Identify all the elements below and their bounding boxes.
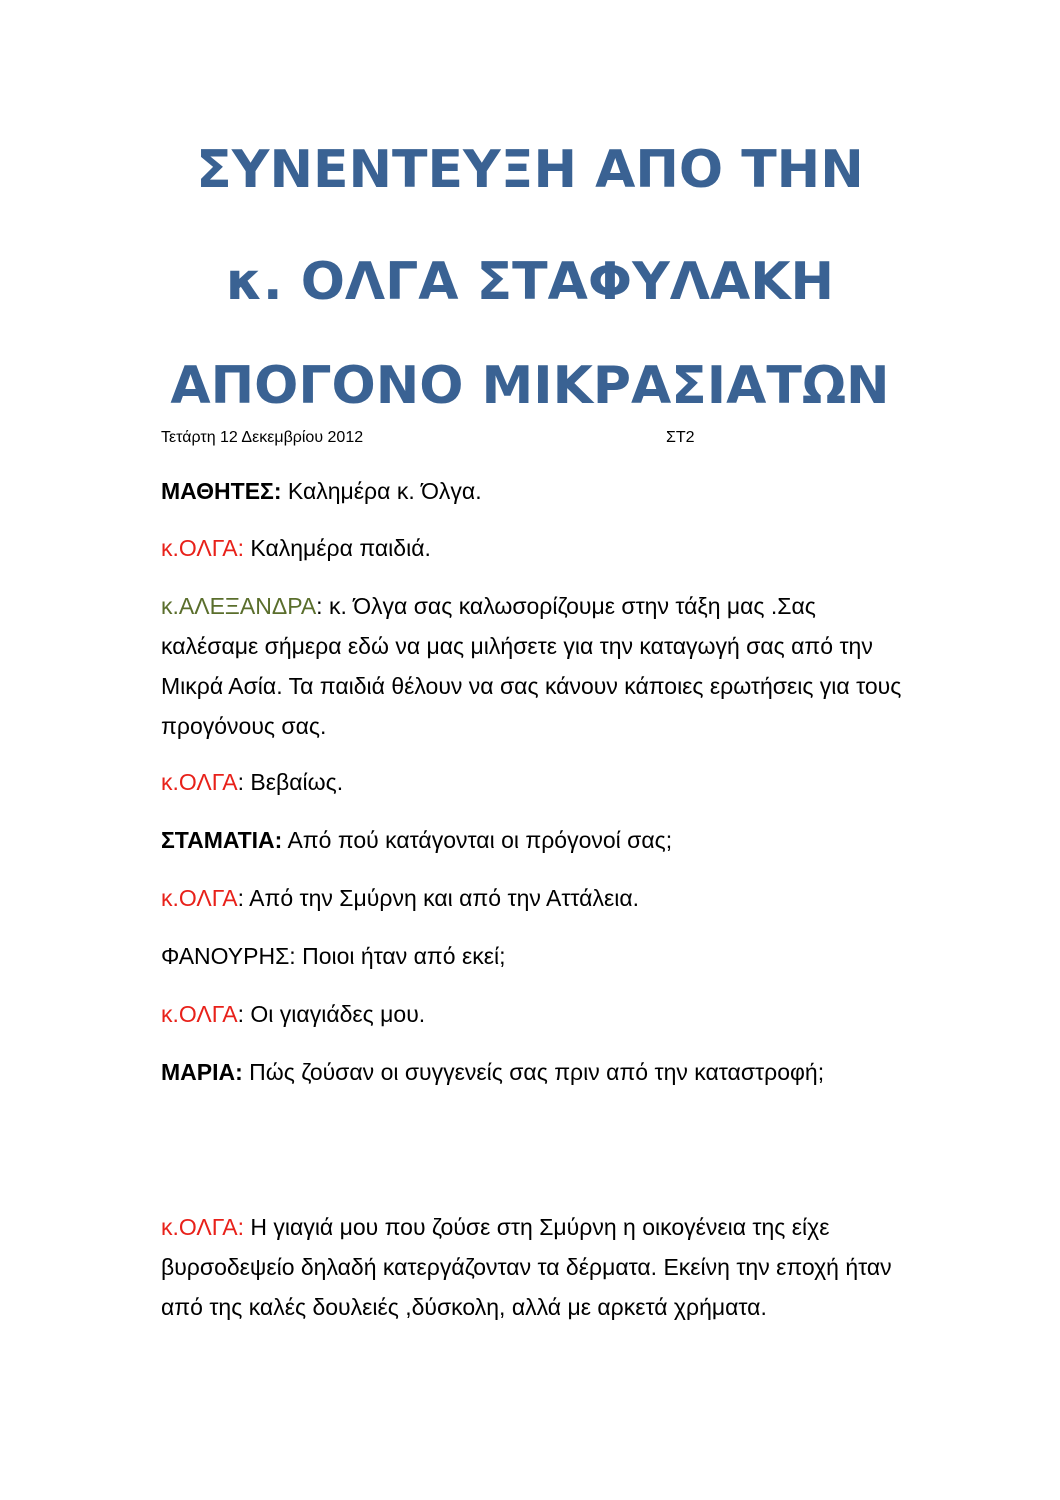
dialogue-line [161, 1207, 911, 1327]
dialogue-text: Ποιοι ήταν από εκεί; [295, 943, 506, 969]
dialogue-line [161, 878, 911, 918]
dialogue-line [161, 936, 911, 976]
title-line-2: κ. ΟΛΓΑ ΣΤΑΦΥΛΑΚΗ [225, 252, 835, 312]
dialogue-line [161, 762, 911, 802]
dialogue-text: : Από την Σμύρνη και από την Αττάλεια. [237, 885, 640, 911]
speaker-name: ΣΤΑΜΑΤΙΑ: [161, 827, 283, 853]
dialogue-line [161, 994, 911, 1034]
title-line-1: ΣΥΝΕΝΤΕΥΞΗ ΑΠΟ ΤΗΝ [196, 140, 864, 200]
document-meta [161, 428, 921, 448]
dialogue-text: Πώς ζούσαν οι συγγενείς σας πριν από την καταστροφή; [242, 1059, 825, 1085]
speaker-name: ΜΑΡΙΑ: [161, 1059, 243, 1085]
dialogue-text: Καλημέρα παιδιά. [244, 535, 431, 561]
speaker-name: κ.ΟΛΓΑ [161, 885, 238, 911]
dialogue-text: Η γιαγιά μου που ζούσε στη Σμύρνη η οικογένεια της είχε βυρσοδεψείο δηλαδή κατεργάζονταν τα δέρματα. Εκείνη την εποχή ήταν από της καλές δουλειές ,δύσκολη, αλλά με αρκετά χρήματα. [161, 1214, 892, 1320]
dialogue-text: Από πού κατάγονται οι πρόγονοί σας; [282, 827, 673, 853]
speaker-name: κ.ΑΛΕΞΑΝΔΡΑ [161, 593, 317, 619]
speaker-name: κ.ΟΛΓΑ [161, 1001, 238, 1027]
speaker-name: κ.ΟΛΓΑ [161, 769, 238, 795]
dialogue-line [161, 1052, 911, 1092]
dialogue-text: Καλημέρα κ. Όλγα. [281, 478, 482, 504]
title-line-3: ΑΠΟΓΟΝΟ ΜΙΚΡΑΣΙΑΤΩΝ [170, 356, 890, 416]
speaker-name: ΜΑΘΗΤΕΣ: [161, 478, 282, 504]
dialogue-text: : Βεβαίως. [237, 769, 344, 795]
dialogue-text: : Οι γιαγιάδες μου. [237, 1001, 426, 1027]
dialogue-line [161, 528, 911, 568]
dialogue-line [161, 586, 911, 746]
interview-date: Τετάρτη 12 Δεκεμβρίου 2012 [161, 429, 364, 446]
dialogue-text: : κ. Όλγα σας καλωσορίζουμε στην τάξη μας .Σας καλέσαμε σήμερα εδώ να μας μιλήσετε για την καταγωγή σας από την Μικρά Ασία. Τα παιδιά θέλουν να σας κάνουν κάποιες ερωτήσεις για τους προγόνους σας. [161, 593, 902, 739]
speaker-name: κ.ΟΛΓΑ: [161, 1214, 245, 1240]
dialogue-line [161, 471, 911, 511]
class-code: ΣΤ2 [666, 429, 695, 446]
speaker-name: κ.ΟΛΓΑ: [161, 535, 245, 561]
dialogue-line [161, 820, 911, 860]
speaker-name: ΦΑΝΟΥΡΗΣ: [161, 943, 296, 969]
